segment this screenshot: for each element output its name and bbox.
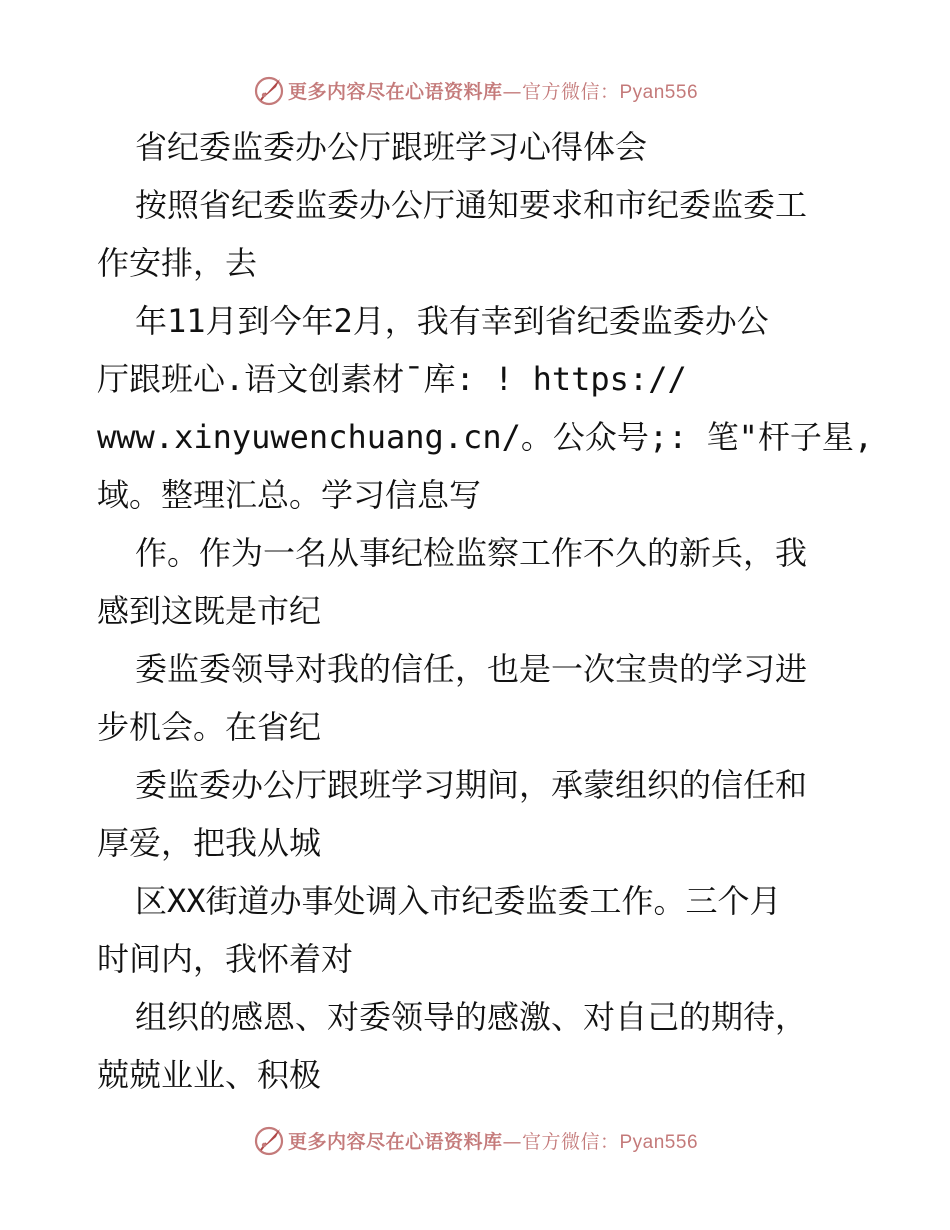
paragraph-line: 区XX街道办事处调入市纪委监委工作。三个月	[135, 882, 782, 920]
quill-logo-icon	[252, 73, 286, 107]
document-title: 省纪委监委办公厅跟班学习心得体会	[135, 128, 648, 166]
paragraph-line: 委监委领导对我的信任，也是一次宝贵的学习进	[135, 650, 808, 688]
paragraph-line: 感到这既是市纪	[97, 592, 322, 630]
watermark-wechat-id: Pyan556	[619, 1131, 699, 1153]
quill-logo-icon	[252, 1123, 286, 1157]
paragraph-line: 作安排，去	[97, 244, 258, 282]
paragraph-line: 厚爱，把我从城	[97, 824, 322, 862]
paragraph-line: 委监委办公厅跟班学习期间，承蒙组织的信任和	[135, 766, 808, 804]
paragraph-line: 组织的感恩、对委领导的感激、对自己的期待，	[135, 998, 808, 1036]
watermark-wechat-label: 官方微信：	[521, 1130, 620, 1153]
paragraph-line: 按照省纪委监委办公厅通知要求和市纪委监委工	[135, 186, 808, 224]
watermark-separator: —	[502, 80, 522, 103]
watermark-wechat-id: Pyan556	[619, 81, 699, 103]
paragraph-line: 兢兢业业、积极	[97, 1056, 322, 1094]
watermark-site-text: 更多内容尽在心语资料库	[287, 80, 503, 103]
footer-watermark	[0, 1120, 950, 1160]
paragraph-line: 作。作为一名从事纪检监察工作不久的新兵，我	[135, 534, 808, 572]
paragraph-line: 时间内，我怀着对	[97, 940, 354, 978]
header-watermark	[0, 70, 950, 110]
paragraph-line: www.xinyuwenchuang.cn/。公众号;: 笔"杆子星,	[97, 418, 874, 456]
watermark-site-text: 更多内容尽在心语资料库	[287, 1130, 503, 1153]
watermark-wechat-label: 官方微信：	[521, 80, 620, 103]
paragraph-line: 步机会。在省纪	[97, 708, 322, 746]
paragraph-line: 域。整理汇总。学习信息写	[97, 476, 482, 514]
watermark-separator: —	[502, 1130, 522, 1153]
paragraph-line: 年11月到今年2月，我有幸到省纪委监委办公	[135, 302, 769, 340]
paragraph-line: 厅跟班心.语文创素材¯库: ! https://	[97, 360, 687, 398]
